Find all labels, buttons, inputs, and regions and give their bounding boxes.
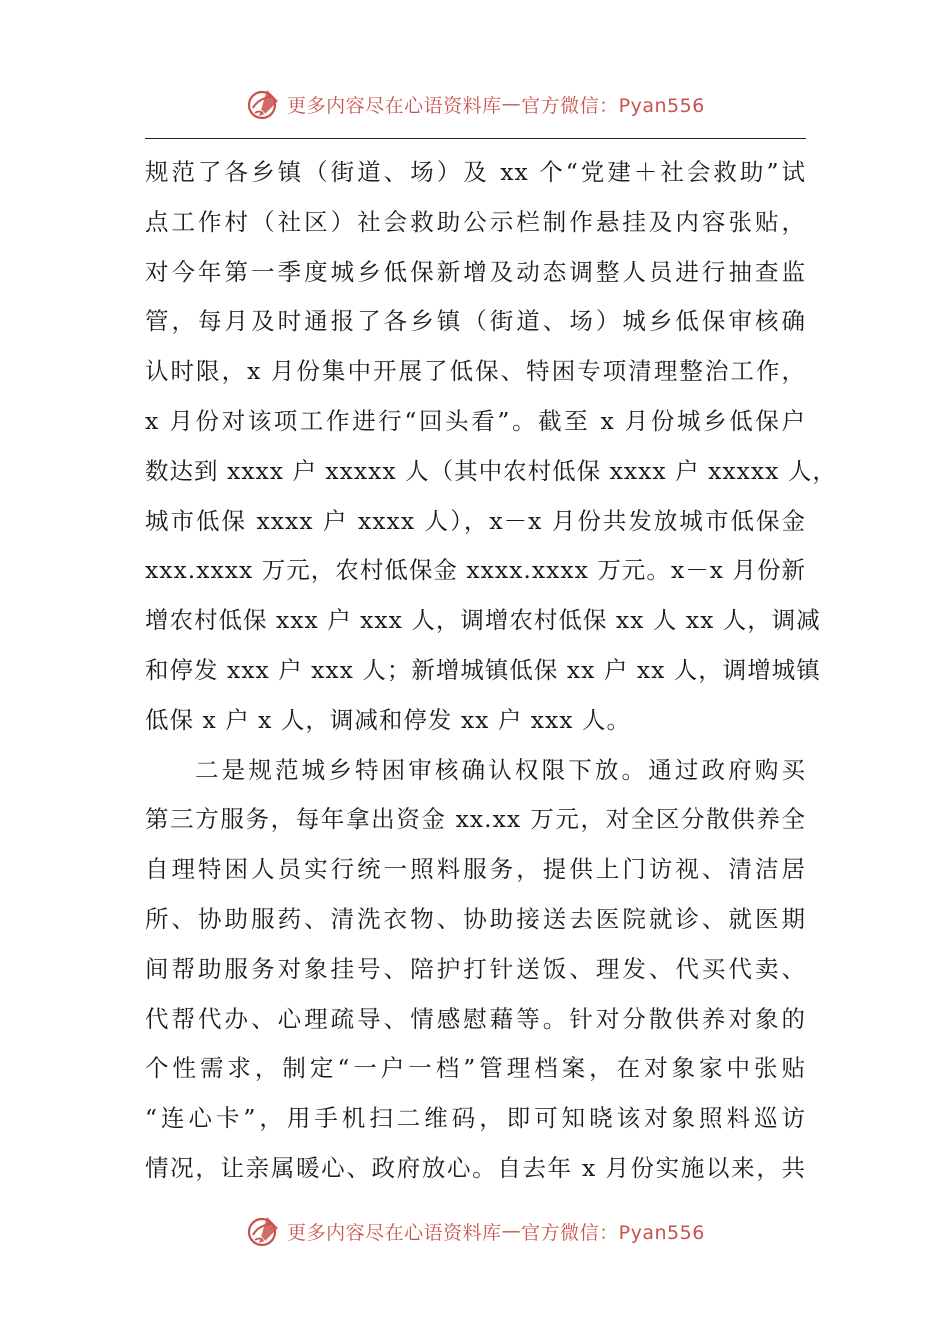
text-line: 规范了各乡镇（街道、场）及 xx 个“党建＋社会救助”试 (145, 158, 806, 186)
text-line: 增农村低保 xxx 户 xxx 人，调增农村低保 xx 人 xx 人，调减 (145, 606, 821, 635)
text-line: 个性需求，制定“一户一档”管理档案，在对象家中张贴 (145, 1054, 806, 1083)
pen-logo-icon (245, 1213, 281, 1249)
text-line: “连心卡”，用手机扫二维码，即可知晓该对象照料巡访 (145, 1104, 806, 1133)
page-footer (0, 1207, 950, 1255)
text-line: 自理特困人员实行统一照料服务，提供上门访视、清洁居 (145, 855, 806, 884)
text-line: 管，每月及时通报了各乡镇（街道、场）城乡低保审核确 (145, 307, 806, 336)
text-line: 和停发 xxx 户 xxx 人；新增城镇低保 xx 户 xx 人，调增城镇 (145, 655, 821, 684)
text-line: 第三方服务，每年拿出资金 xx.xx 万元，对全区分散供养全 (145, 805, 806, 834)
header-brand-text: 更多内容尽在心语资料库 (287, 94, 502, 117)
page-header (0, 80, 950, 128)
footer-brand-text: 更多内容尽在心语资料库 (287, 1221, 502, 1244)
footer-banner (245, 1213, 705, 1249)
text-line: 数达到 xxxx 户 xxxxx 人（其中农村低保 xxxx 户 xxxxx 人， (145, 456, 837, 485)
header-banner (245, 86, 705, 122)
text-line: 认时限，x 月份集中开展了低保、特困专项清理整治工作， (145, 357, 806, 386)
header-dash: — (501, 93, 522, 115)
header-divider (145, 138, 806, 139)
text-line: 所、协助服药、清洗衣物、协助接送去医院就诊、就医期 (145, 904, 806, 933)
pen-logo-icon (245, 86, 281, 122)
header-wechat-text: 官方微信：Pyan556 (521, 94, 705, 117)
footer-dash: — (501, 1220, 522, 1242)
text-line: 代帮代办、心理疏导、情感慰藉等。针对分散供养对象的 (145, 1004, 806, 1033)
text-line-paragraph-start: 二是规范城乡特困审核确认权限下放。通过政府购买 (195, 755, 806, 784)
text-line: 城市低保 xxxx 户 xxxx 人），x－x 月份共发放城市低保金 (145, 506, 806, 535)
text-line: 情况，让亲属暖心、政府放心。自去年 x 月份实施以来，共 (145, 1153, 806, 1182)
text-line: xxx.xxxx 万元，农村低保金 xxxx.xxxx 万元。x－x 月份新 (145, 556, 806, 585)
text-line: x 月份对该项工作进行“回头看”。截至 x 月份城乡低保户 (145, 406, 806, 435)
text-line: 对今年第一季度城乡低保新增及动态调整人员进行抽查监 (145, 257, 806, 286)
footer-wechat-text: 官方微信：Pyan556 (521, 1221, 705, 1244)
document-body (145, 148, 837, 1194)
text-line-paragraph-end: 低保 x 户 x 人，调减和停发 xx 户 xxx 人。 (145, 705, 632, 734)
text-line: 点工作村（社区）社会救助公示栏制作悬挂及内容张贴， (145, 207, 806, 236)
text-line: 间帮助服务对象挂号、陪护打针送饭、理发、代买代卖、 (145, 954, 806, 983)
